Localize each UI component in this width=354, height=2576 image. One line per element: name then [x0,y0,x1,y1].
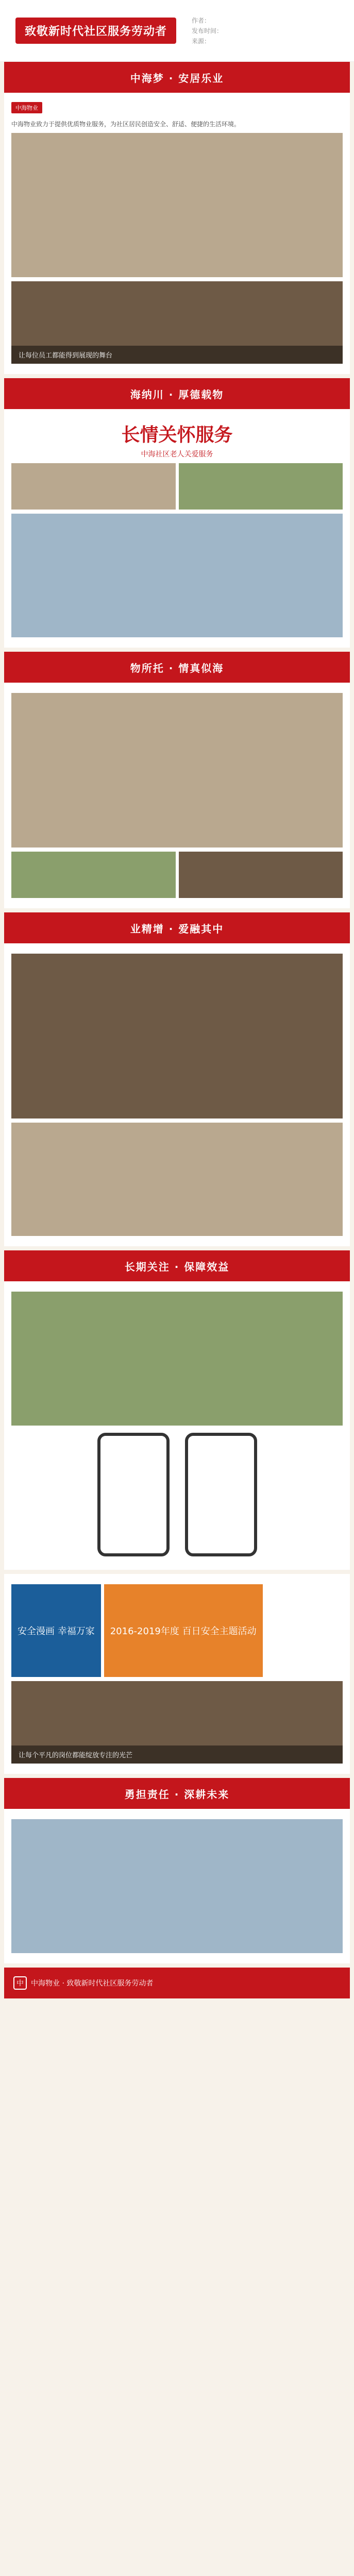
phone-screen [97,1433,170,1556]
section5-photo [11,1292,343,1426]
header [0,0,354,62]
gallery-photo [11,463,176,510]
section2-photo [11,514,343,637]
footer-bar [4,1968,350,1998]
section3-banner: 物所托 · 情真似海 [4,652,350,683]
logo-icon: 中 [13,1976,27,1990]
section4-photo [11,954,343,1118]
footer-text: 中海物业 · 致敬新时代社区服务劳动者 [31,1979,154,1988]
section1-photo [11,133,343,277]
section7 [4,1809,350,1963]
section5 [4,1281,350,1570]
poster-1: 安全漫画 幸福万家 [11,1584,101,1677]
poster-gallery [11,1584,343,1677]
section3 [4,683,350,908]
phone-screen [185,1433,257,1556]
section1-para: 中海物业致力于提供优质物业服务，为社区居民创造安全、舒适、便捷的生活环境。 [11,121,241,128]
section4-photo-2 [11,1123,343,1236]
section2-banner: 海纳川 · 厚德载物 [4,378,350,409]
section2-sign-sub: 中海社区老人关爱服务 [141,450,213,459]
header-meta [192,14,223,47]
section3-gallery [11,852,343,898]
page-title: 致敬新时代社区服务劳动者 [15,18,176,44]
section4 [4,943,350,1246]
section2-gallery [11,463,343,510]
meta-source: 来源： [192,38,211,45]
section1-banner: 中海梦 · 安居乐业 [4,62,350,93]
gallery-photo [179,463,343,510]
section6 [4,1574,350,1774]
section7-banner: 勇担责任 · 深耕未来 [4,1778,350,1809]
section1-caption: 让每位员工都能得到展现的舞台 [11,346,343,364]
phone-row [11,1433,343,1556]
section1-tag: 中海物业 [11,102,42,113]
poster-2: 2016-2019年度 百日安全主题活动 [104,1584,263,1677]
gallery-photo [11,852,176,898]
section6-caption-photo [11,1681,343,1764]
section5-banner: 长期关注 · 保障效益 [4,1250,350,1281]
section4-banner: 业精增 · 爱融其中 [4,912,350,943]
section3-photo [11,693,343,848]
section7-photo [11,1819,343,1953]
section1-caption-photo [11,281,343,364]
meta-author: 作者： [192,17,211,24]
section6-caption: 让每个平凡的岗位都能绽放专注的光芒 [11,1745,343,1764]
gallery-photo [179,852,343,898]
section2-sign: 长情关怀服务 [121,425,233,446]
meta-date: 发布时间： [192,27,223,35]
section2 [4,409,350,648]
section1 [4,93,350,374]
